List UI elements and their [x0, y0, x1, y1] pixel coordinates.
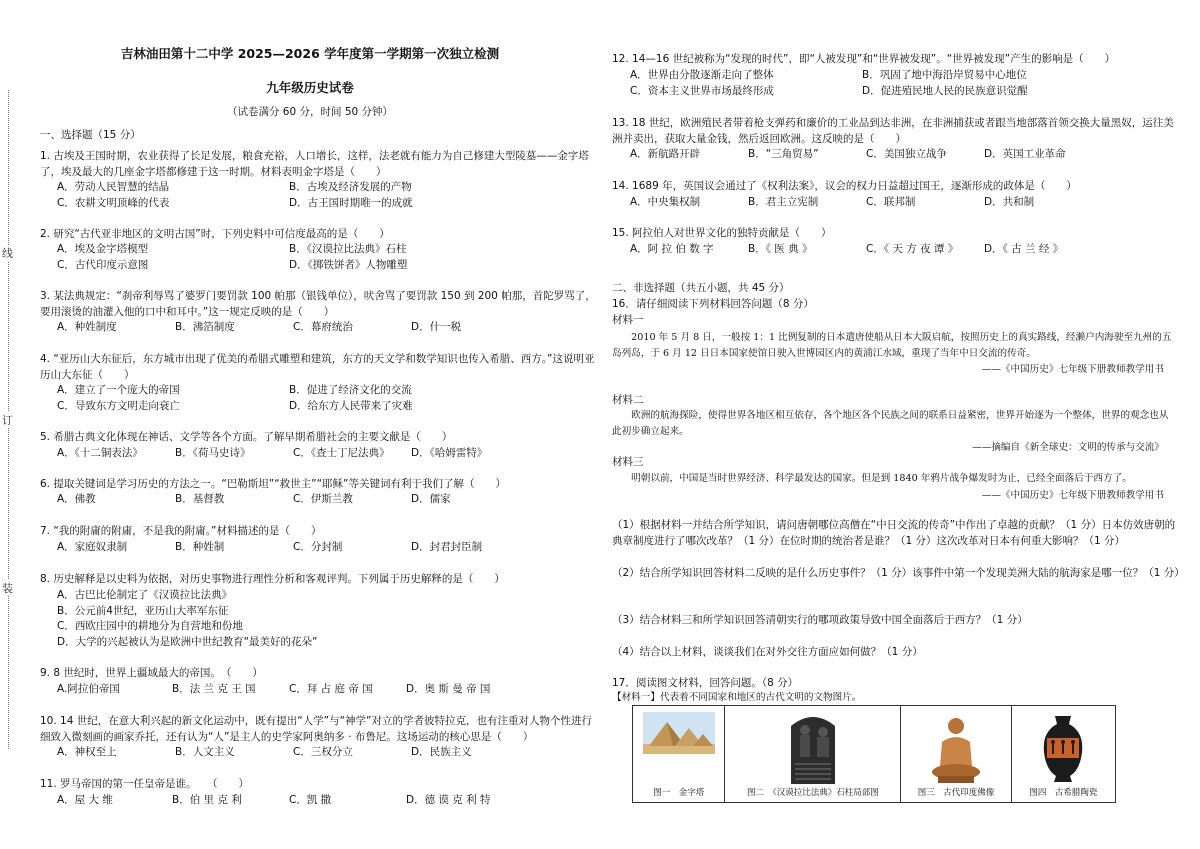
q10-option-c[interactable]: C．三权分立 — [293, 746, 353, 758]
q14-text: 14. 1689 年，英国议会通过了《权利法案》，议会的权力日益超过国王，逐渐形成的政体是（ ） — [612, 180, 1077, 192]
q13-options — [630, 147, 1102, 163]
q1-options — [57, 180, 521, 211]
figure-buddha — [901, 706, 1011, 802]
figure-2-caption: 图二 《汉谟拉比法典》石柱局部图 — [746, 788, 879, 798]
q14-option-d[interactable]: D．共和制 — [984, 196, 1035, 208]
q12-option-d[interactable]: D．促进殖民地人民的民族意识觉醒 — [862, 84, 1028, 97]
q5-text: 5. 希腊古典文化体现在神话、文学等各个方面。了解早期希腊社会的主要文献是（ ） — [40, 431, 453, 443]
q8-text: 8. 历史解释是以史料为依据，对历史事物进行理性分析和客观评判。下列属于历史解释的是（ ） — [40, 573, 505, 585]
q10-text: 10. 14 世纪，在意大利兴起的新文化运动中，既有提出“人学”与“神学”对立的学者彼特拉克，也有注重对人物个性进行细致入微刻画的画家乔托，还有认为“人”是主人的史学家阿奥纳多 · 布鲁尼。这场运动的核心思是（ ） — [40, 715, 592, 743]
q5-options — [57, 446, 529, 462]
material2-source: ——摘编自《新全球史：文明的传承与交流》 — [972, 442, 1164, 453]
material1-source: ——《中国历史》七年级下册教师教学用书 — [981, 364, 1164, 375]
q14-option-c[interactable]: C．联邦制 — [866, 196, 916, 208]
q7-option-c[interactable]: C．分封制 — [293, 541, 343, 553]
q6-text: 6. 提取关键词是学习历史的方法之一。“巴勒斯坦”“救世主”“耶稣”等关键词有利于我们了解（ ） — [40, 478, 506, 490]
q14-options — [630, 195, 1102, 211]
section2-heading: 二、非选择题（共五小题，共 45 分） — [612, 282, 790, 294]
q1-option-b[interactable]: B．古埃及经济发展的产物 — [289, 181, 412, 193]
q16-sub2: （2）结合所学知识回答材料二反映的是什么历史事件？（1 分）该事件中第一个发现美洲大陆的航海家是哪一位？（1 分） — [612, 567, 1185, 579]
q6-option-a[interactable]: A．佛教 — [57, 493, 96, 505]
section1-heading: 一、选择题（15 分） — [40, 129, 141, 141]
q9-option-d[interactable]: D．奥 斯 曼 帝 国 — [406, 683, 491, 695]
q10-options — [57, 745, 529, 761]
q7-option-a[interactable]: A．家庭奴隶制 — [57, 541, 128, 553]
q7-options — [57, 540, 529, 556]
q9-text: 9. 8 世纪时，世界上疆域最大的帝国。 （ ） — [40, 667, 263, 679]
binding-char-order: 订 — [2, 414, 13, 427]
exam-meta: （试卷满分 60 分，时间 50 分钟） — [226, 106, 394, 118]
q17-text: 17．阅读图文材料，回答问题。（8 分） — [612, 677, 799, 689]
material3-label: 材料三 — [612, 456, 644, 468]
q7-text: 7. “我的附庸的附庸，不是我的附庸。”材料描述的是（ ） — [40, 525, 322, 537]
q12-option-a[interactable]: A．世界由分散逐渐走向了整体 — [630, 69, 774, 81]
q2-option-c[interactable]: C．古代印度示意图 — [57, 258, 149, 271]
q4-option-a[interactable]: A．建立了一个庞大的帝国 — [57, 384, 180, 396]
material3-text: 明朝以前，中国是当时世界经济、科学最发达的国家。但是到 1840 年鸦片战争爆发时为止，已经全面落后于西方了。 — [612, 473, 1132, 484]
stele-image — [783, 712, 843, 784]
figure-3-caption: 图三 古代印度佛像 — [917, 788, 995, 798]
q15-option-c[interactable]: C．《 天 方 夜 谭 》 — [866, 243, 959, 255]
q15-options — [630, 242, 1102, 258]
q11-option-c[interactable]: C．凯 撒 — [289, 794, 332, 806]
q17-material1: 【材料一】代表着不同国家和地区的古代文明的文物图片。 — [612, 692, 862, 703]
q15-option-d[interactable]: D．《 古 兰 经 》 — [984, 243, 1064, 255]
figure-pyramids — [633, 706, 725, 802]
material1-text: 2010 年 5 月 8 日，一般按 1：1 比例复制的日本遣唐使船从日本大阪启航，按照历史上的真实路线，经濑户内海驶至九州的五岛列岛，于 6 月 12 日日本国家使馆日驶入世博园区内的黄浦江水域，重现了当年中日交流的传奇。 — [612, 332, 1172, 359]
q4-option-d[interactable]: D．给东方人民带来了灾难 — [289, 399, 413, 412]
q1-text: 1. 古埃及王国时期，农业获得了长足发展，粮食充裕，人口增长，这样，法老就有能力为自己修建大型陵墓——金字塔了，埃及最大的几座金字塔都修建于这一时期。材料表明金字塔是（ ） — [40, 150, 589, 178]
q5-option-a[interactable]: A．《十二铜表法》 — [57, 447, 143, 459]
q3-option-c[interactable]: C．幕府统治 — [293, 321, 353, 333]
q2-text: 2. 研究“古代亚非地区的文明古国”时，下列史料中可信度最高的是（ ） — [40, 228, 390, 240]
figure-greek-vase — [1012, 706, 1115, 802]
q8-option-d[interactable]: D．大学的兴起被认为是欧洲中世纪教育“最美好的花朵” — [57, 635, 318, 648]
q4-option-c[interactable]: C．导致东方文明走向衰亡 — [57, 399, 180, 412]
q5-option-d[interactable]: D．《哈姆雷特》 — [411, 447, 488, 459]
q6-option-b[interactable]: B．基督教 — [175, 493, 225, 505]
q13-option-b[interactable]: B．“三角贸易” — [748, 148, 819, 160]
q8-option-b[interactable]: B．公元前4世纪，亚历山大率军东征 — [57, 604, 229, 617]
q13-option-a[interactable]: A．新航路开辟 — [630, 148, 701, 160]
pyramid-image — [643, 712, 715, 754]
q13-text: 13. 18 世纪，欧洲殖民者带着枪支弹药和廉价的工业品到达非洲，在非洲捕获或者跟当地部落首领交换大量黑奴，运往美洲并卖出，获取大量金钱，然后返回欧洲。这反映的是（ ） — [612, 117, 1174, 145]
q14-option-a[interactable]: A．中央集权制 — [630, 196, 701, 208]
q6-option-d[interactable]: D．儒家 — [411, 493, 451, 505]
material2-label: 材料二 — [612, 394, 644, 406]
q3-option-a[interactable]: A．种姓制度 — [57, 321, 117, 333]
q8-option-a[interactable]: A．古巴比伦制定了《汉谟拉比法典》 — [57, 589, 233, 601]
figure-4-caption: 图四 古希腊陶瓷 — [1029, 788, 1098, 798]
q8-options — [57, 588, 317, 650]
q2-options — [57, 242, 521, 273]
vase-image — [1038, 712, 1088, 784]
exam-subtitle: 九年级历史试卷 — [266, 80, 354, 95]
binding-char-line: 线 — [2, 247, 13, 260]
q12-text: 12. 14—16 世纪被称为“发现的时代”，即“人被发现”和“世界被发现”。“世界被发现”产生的影响是（ ） — [612, 53, 1116, 65]
q15-text: 15. 阿拉伯人对世界文化的独特贡献是（ ） — [612, 227, 832, 239]
q4-text: 4. “亚历山大东征后，东方城市出现了优美的希腊式雕塑和建筑，东方的天文学和数学知识也传入希腊、西方。”这说明亚历山大东征（ ） — [40, 353, 595, 381]
q7-option-d[interactable]: D．封君封臣制 — [411, 541, 483, 553]
q11-text: 11. 罗马帝国的第一任皇帝是谁。 （ ） — [40, 778, 250, 790]
q4-option-b[interactable]: B．促进了经济文化的交流 — [289, 384, 412, 396]
q3-text: 3. 某法典规定：“刹帝利辱骂了婆罗门要罚款 100 帕那（银钱单位），吠舍骂了要罚款 150 到 200 帕那，首陀罗骂了，要用滚烫的油灌入他的口中和耳中。”这一规定反映的是（ ） — [40, 290, 596, 318]
q1-option-a[interactable]: A．劳动人民智慧的结晶 — [57, 181, 170, 193]
q10-option-a[interactable]: A．神权至上 — [57, 746, 117, 758]
q9-option-c[interactable]: C．拜 占 庭 帝 国 — [289, 683, 373, 695]
q11-option-a[interactable]: A．屋 大 维 — [57, 794, 113, 806]
q6-options — [57, 492, 529, 508]
figure-1-caption: 图一 金字塔 — [653, 788, 705, 798]
q2-option-d[interactable]: D．《掷铁饼者》人物雕塑 — [289, 258, 408, 271]
q12-option-c[interactable]: C．资本主义世界市场最终形成 — [630, 84, 774, 97]
q9-option-b[interactable]: B．法 兰 克 王 国 — [172, 683, 256, 695]
q3-option-d[interactable]: D．什一税 — [411, 321, 462, 333]
q7-option-b[interactable]: B．种姓制 — [175, 541, 225, 553]
q13-option-c[interactable]: C．美国独立战争 — [866, 148, 947, 160]
q5-option-c[interactable]: C．《查士丁尼法典》 — [293, 447, 390, 459]
q15-option-a[interactable]: A．阿 拉 伯 数 字 — [630, 243, 714, 255]
material3-source: ——《中国历史》七年级下册教师教学用书 — [981, 490, 1164, 501]
q3-option-b[interactable]: B．沸箔制度 — [175, 321, 235, 333]
q16-sub4: （4）结合以上材料，谈谈我们在对外交往方面应如何做？（1 分） — [612, 646, 923, 658]
exam-title: 吉林油田第十二中学 2025—2026 学年度第一学期第一次独立检测 — [120, 46, 500, 61]
q9-option-a[interactable]: A.阿拉伯帝国 — [57, 683, 120, 695]
q10-option-b[interactable]: B．人文主义 — [175, 746, 235, 758]
q16-text: 16．请仔细阅读下列材料回答问题（8 分） — [612, 298, 814, 310]
q4-options — [57, 383, 521, 414]
q10-option-d[interactable]: D．民族主义 — [411, 746, 472, 758]
q1-option-d[interactable]: D．古王国时期唯一的成就 — [289, 196, 413, 209]
q3-options — [57, 320, 529, 336]
q12-option-b[interactable]: B．巩固了地中海沿岸贸易中心地位 — [862, 69, 1027, 81]
q2-option-a[interactable]: A．埃及金字塔模型 — [57, 243, 149, 255]
material1-label: 材料一 — [612, 314, 644, 326]
binding-char-bind: 装 — [2, 582, 13, 595]
q6-option-c[interactable]: C．伊斯兰教 — [293, 493, 353, 505]
q16-sub1: （1）根据材料一并结合所学知识，请问唐朝哪位高僧在“中日交流的传奇”中作出了卓越的贡献？（1 分）日本仿效唐朝的典章制度进行了哪次改革？（1 分）在位时期的统治者是谁？（1 分）这次改革对日本有何重大影响？（1 分） — [612, 519, 1176, 547]
figure-hammurabi — [725, 706, 901, 802]
figure-strip — [632, 705, 1116, 803]
q15-option-b[interactable]: B．《 医 典 》 — [748, 243, 813, 255]
q13-option-d[interactable]: D．英国工业革命 — [984, 148, 1066, 160]
q14-option-b[interactable]: B．君主立宪制 — [748, 196, 819, 208]
q5-option-b[interactable]: B．《荷马史诗》 — [175, 447, 251, 459]
q9-options — [57, 682, 523, 698]
q11-option-b[interactable]: B．伯 里 克 利 — [172, 794, 242, 806]
buddha-image — [928, 712, 984, 784]
q2-option-b[interactable]: B．《汉谟拉比法典》石柱 — [289, 243, 407, 255]
q11-option-d[interactable]: D．德 谟 克 利 特 — [406, 794, 491, 806]
q16-sub3: （3）结合材料三和所学知识回答清朝实行的哪项政策导致中国全面落后于西方？（1 分） — [612, 614, 1028, 626]
q11-options — [57, 793, 523, 809]
q1-option-c[interactable]: C．农耕文明顶峰的代表 — [57, 196, 170, 209]
q12-options — [630, 68, 1162, 99]
material2-text: 欧洲的航海探险，使得世界各地区相互依存，各个地区各个民族之间的联系日益紧密，世界开始逐为一个整体，世界的观念也从此初步确立起来。 — [612, 410, 1169, 437]
q8-option-c[interactable]: C．西欧庄园中的耕地分为自营地和份地 — [57, 620, 243, 632]
